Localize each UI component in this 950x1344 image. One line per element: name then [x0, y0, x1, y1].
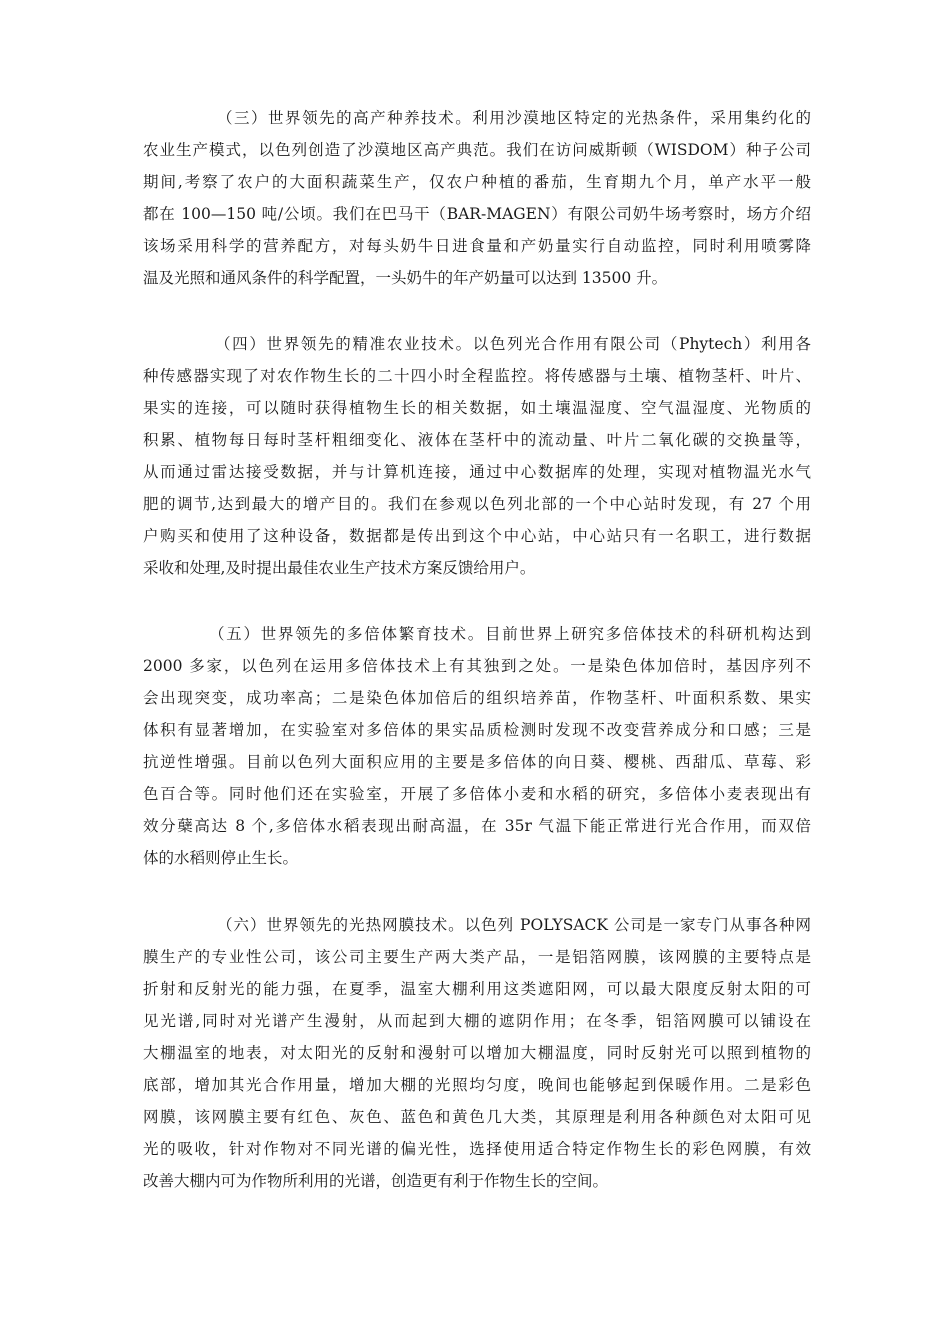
paragraph-line: 积累、植物每日每时茎杆粗细变化、液体在茎杆中的流动量、叶片二氧化碳的交换量等， [143, 431, 811, 449]
paragraph-line: （四）世界领先的精准农业技术。以色列光合作用有限公司（Phytech）利用各 [215, 335, 811, 353]
paragraph-line: 效分蘖高达 8 个,多倍体水稻表现出耐高温，在 35r 气温下能正常进行光合作用，而双倍 [143, 817, 811, 835]
paragraph-line: 种传感器实现了对农作物生长的二十四小时全程监控。将传感器与土壤、植物茎杆、叶片、 [143, 367, 811, 385]
paragraph-line: 农业生产模式，以色列创造了沙漠地区高产典范。我们在访问威斯顿（WISDOM）种子公司 [143, 141, 811, 159]
paragraph-line: 体积有显著增加，在实验室对多倍体的果实品质检测时发现不改变营养成分和口感；三是 [143, 721, 811, 739]
paragraph-line: 网膜，该网膜主要有红色、灰色、蓝色和黄色几大类，其原理是利用各种颜色对太阳可见 [143, 1108, 811, 1126]
paragraph-line: 会出现突变，成功率高；二是染色体加倍后的组织培养苗，作物茎杆、叶面积系数、果实 [143, 689, 811, 707]
paragraph-line: 改善大棚内可为作物所利用的光谱，创造更有利于作物生长的空间。 [143, 1172, 609, 1190]
paragraph-line: 该场采用科学的营养配方，对每头奶牛日进食量和产奶量实行自动监控，同时利用喷雾降 [143, 237, 811, 255]
paragraph-line: 肥的调节,达到最大的增产目的。我们在参观以色列北部的一个中心站时发现，有 27 个用 [143, 495, 811, 513]
paragraph-line: （六）世界领先的光热网膜技术。以色列 POLYSACK 公司是一家专门从事各种网 [217, 916, 811, 934]
paragraph-light-heat-netting [143, 909, 811, 1197]
paragraph-line: 底部，增加其光合作用量，增加大棚的光照均匀度，晚间也能够起到保暖作用。二是彩色 [143, 1076, 811, 1094]
paragraph-line: 采收和处理,及时提出最佳农业生产技术方案反馈给用户。 [143, 559, 536, 577]
paragraph-line: 色百合等。同时他们还在实验室，开展了多倍体小麦和水稻的研究，多倍体小麦表现出有 [143, 785, 811, 803]
paragraph-line: 体的水稻则停止生长。 [143, 849, 299, 867]
paragraph-line: 折射和反射光的能力强，在夏季，温室大棚利用这类遮阳网，可以最大限度反射太阳的可 [143, 980, 811, 998]
paragraph-line: （五）世界领先的多倍体繁育技术。目前世界上研究多倍体技术的科研机构达到 [209, 625, 811, 643]
paragraph-line: 膜生产的专业性公司，该公司主要生产两大类产品，一是铝箔网膜，该网膜的主要特点是 [143, 948, 811, 966]
paragraph-line: 都在 100—150 吨/公顷。我们在巴马干（BAR-MAGEN）有限公司奶牛场考察时，场方介绍 [143, 205, 811, 223]
paragraph-high-yield-farming [143, 102, 811, 294]
paragraph-line: 2000 多家，以色列在运用多倍体技术上有其独到之处。一是染色体加倍时，基因序列不 [143, 657, 811, 675]
paragraph-line: 户购买和使用了这种设备，数据都是传出到这个中心站，中心站只有一名职工，进行数据 [143, 527, 811, 545]
paragraph-line: 果实的连接，可以随时获得植物生长的相关数据，如土壤温湿度、空气温湿度、光物质的 [143, 399, 811, 417]
paragraph-line: 大棚温室的地表，对太阳光的反射和漫射可以增加大棚温度，同时反射光可以照到植物的 [143, 1044, 811, 1062]
paragraph-precision-agriculture [143, 328, 811, 584]
paragraph-line: （三）世界领先的高产种养技术。利用沙漠地区特定的光热条件，采用集约化的 [217, 109, 811, 127]
paragraph-line: 见光谱,同时对光谱产生漫射，从而起到大棚的遮阴作用；在冬季，铝箔网膜可以铺设在 [143, 1012, 811, 1030]
paragraph-line: 温及光照和通风条件的科学配置，一头奶牛的年产奶量可以达到 13500 升。 [143, 269, 668, 287]
paragraph-line: 光的吸收，针对作物对不同光谱的偏光性，选择使用适合特定作物生长的彩色网膜，有效 [143, 1140, 811, 1158]
paragraph-line: 从而通过雷达接受数据，并与计算机连接，通过中心数据库的处理，实现对植物温光水气 [143, 463, 811, 481]
paragraph-line: 抗逆性增强。目前以色列大面积应用的主要是多倍体的向日葵、樱桃、西甜瓜、草莓、彩 [143, 753, 811, 771]
paragraph-polyploid-breeding [143, 618, 811, 874]
paragraph-line: 期间,考察了农户的大面积蔬菜生产，仅农户种植的番茄，生育期九个月，单产水平一般 [143, 173, 811, 191]
